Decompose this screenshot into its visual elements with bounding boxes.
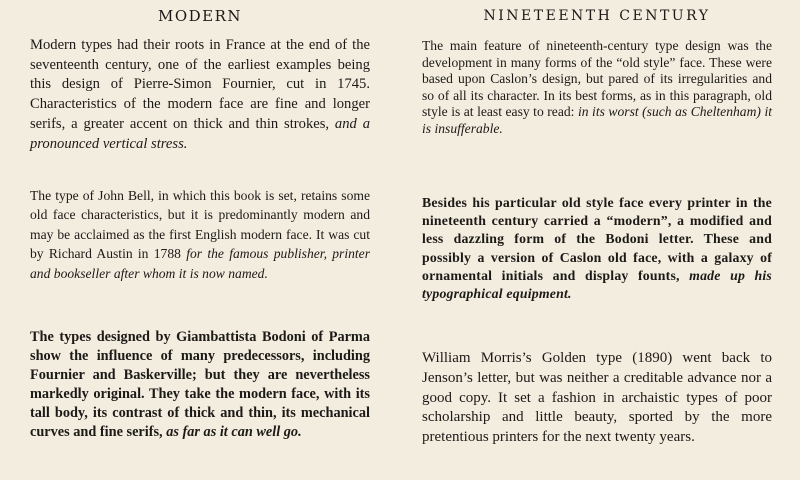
modern-column [30,0,370,441]
nineteenth-century-column [422,0,772,446]
old-style-paragraph [422,38,772,138]
bodoni-paragraph [30,328,370,443]
fournier-paragraph-text: Modern types had their roots in France at the end of the seventeenth century, one of the earliest examples being this design of Pierre-Simon Fournier, cut in 1745. Characteristics of the modern face are fine and longer serifs, a greater accent on thick and thin strokes, [30,37,370,132]
fournier-paragraph-italic: and a pronounced vertical stress. [30,115,370,152]
golden-type-paragraph [422,349,772,448]
bell-paragraph-text: The type of John Bell, in which this book is set, retains some old face characteristics, but it is predominantly modern and may be acclaimed as the first English modern face. It was cut by Richard Austin in 1788 [30,188,370,262]
bell-paragraph [30,186,370,283]
bodoni-paragraph-text: The types designed by Giambattista Bodoni of Parma show the influence of many predecessors, including Fournier and Baskerville; but they are nevertheless markedly original. They take the modern face, with its tall body, its contrast of thick and thin, its mechanical curves and fine serifs, [30,329,370,441]
fournier-paragraph [30,36,370,154]
old-style-paragraph-text: The main feature of nineteenth-century type design was the development in many forms of the “old style” face. These were based upon Caslon’s design, but pared of its irregularities and so of all its character. In its best forms, as in this paragraph, old style is at least easy to read: [422,38,772,120]
modern-bodoni-paragraph [422,194,772,303]
bodoni-paragraph-italic: as far as it can well go. [166,424,302,441]
modern-bodoni-paragraph-italic: made up his typographical equipment. [422,267,772,302]
modern-bodoni-paragraph-text: Besides his particular old style face every printer in the nineteenth century carried a “modern”, a modified and less dazzling form of the Bodoni letter. These and possibly a version of Caslon old face, with a galaxy of ornamental initials and display founts, [422,195,772,283]
old-style-paragraph-italic: in its worst (such as Cheltenham) it is insufferable. [422,104,772,136]
bell-paragraph-italic: for the famous publisher, printer and bookseller after whom it is now named. [30,246,370,281]
golden-type-paragraph-text: William Morris’s Golden type (1890) went back to Jenson’s letter, but was neither a creditable advance nor a good copy. It set a fashion in archaistic types of poor scholarship and little beauty, sported by the more pretentious printers for the next twenty years. [422,350,772,446]
modern-heading: MODERN [157,7,243,25]
nineteenth-century-heading: NINETEENTH CENTURY [483,8,711,24]
